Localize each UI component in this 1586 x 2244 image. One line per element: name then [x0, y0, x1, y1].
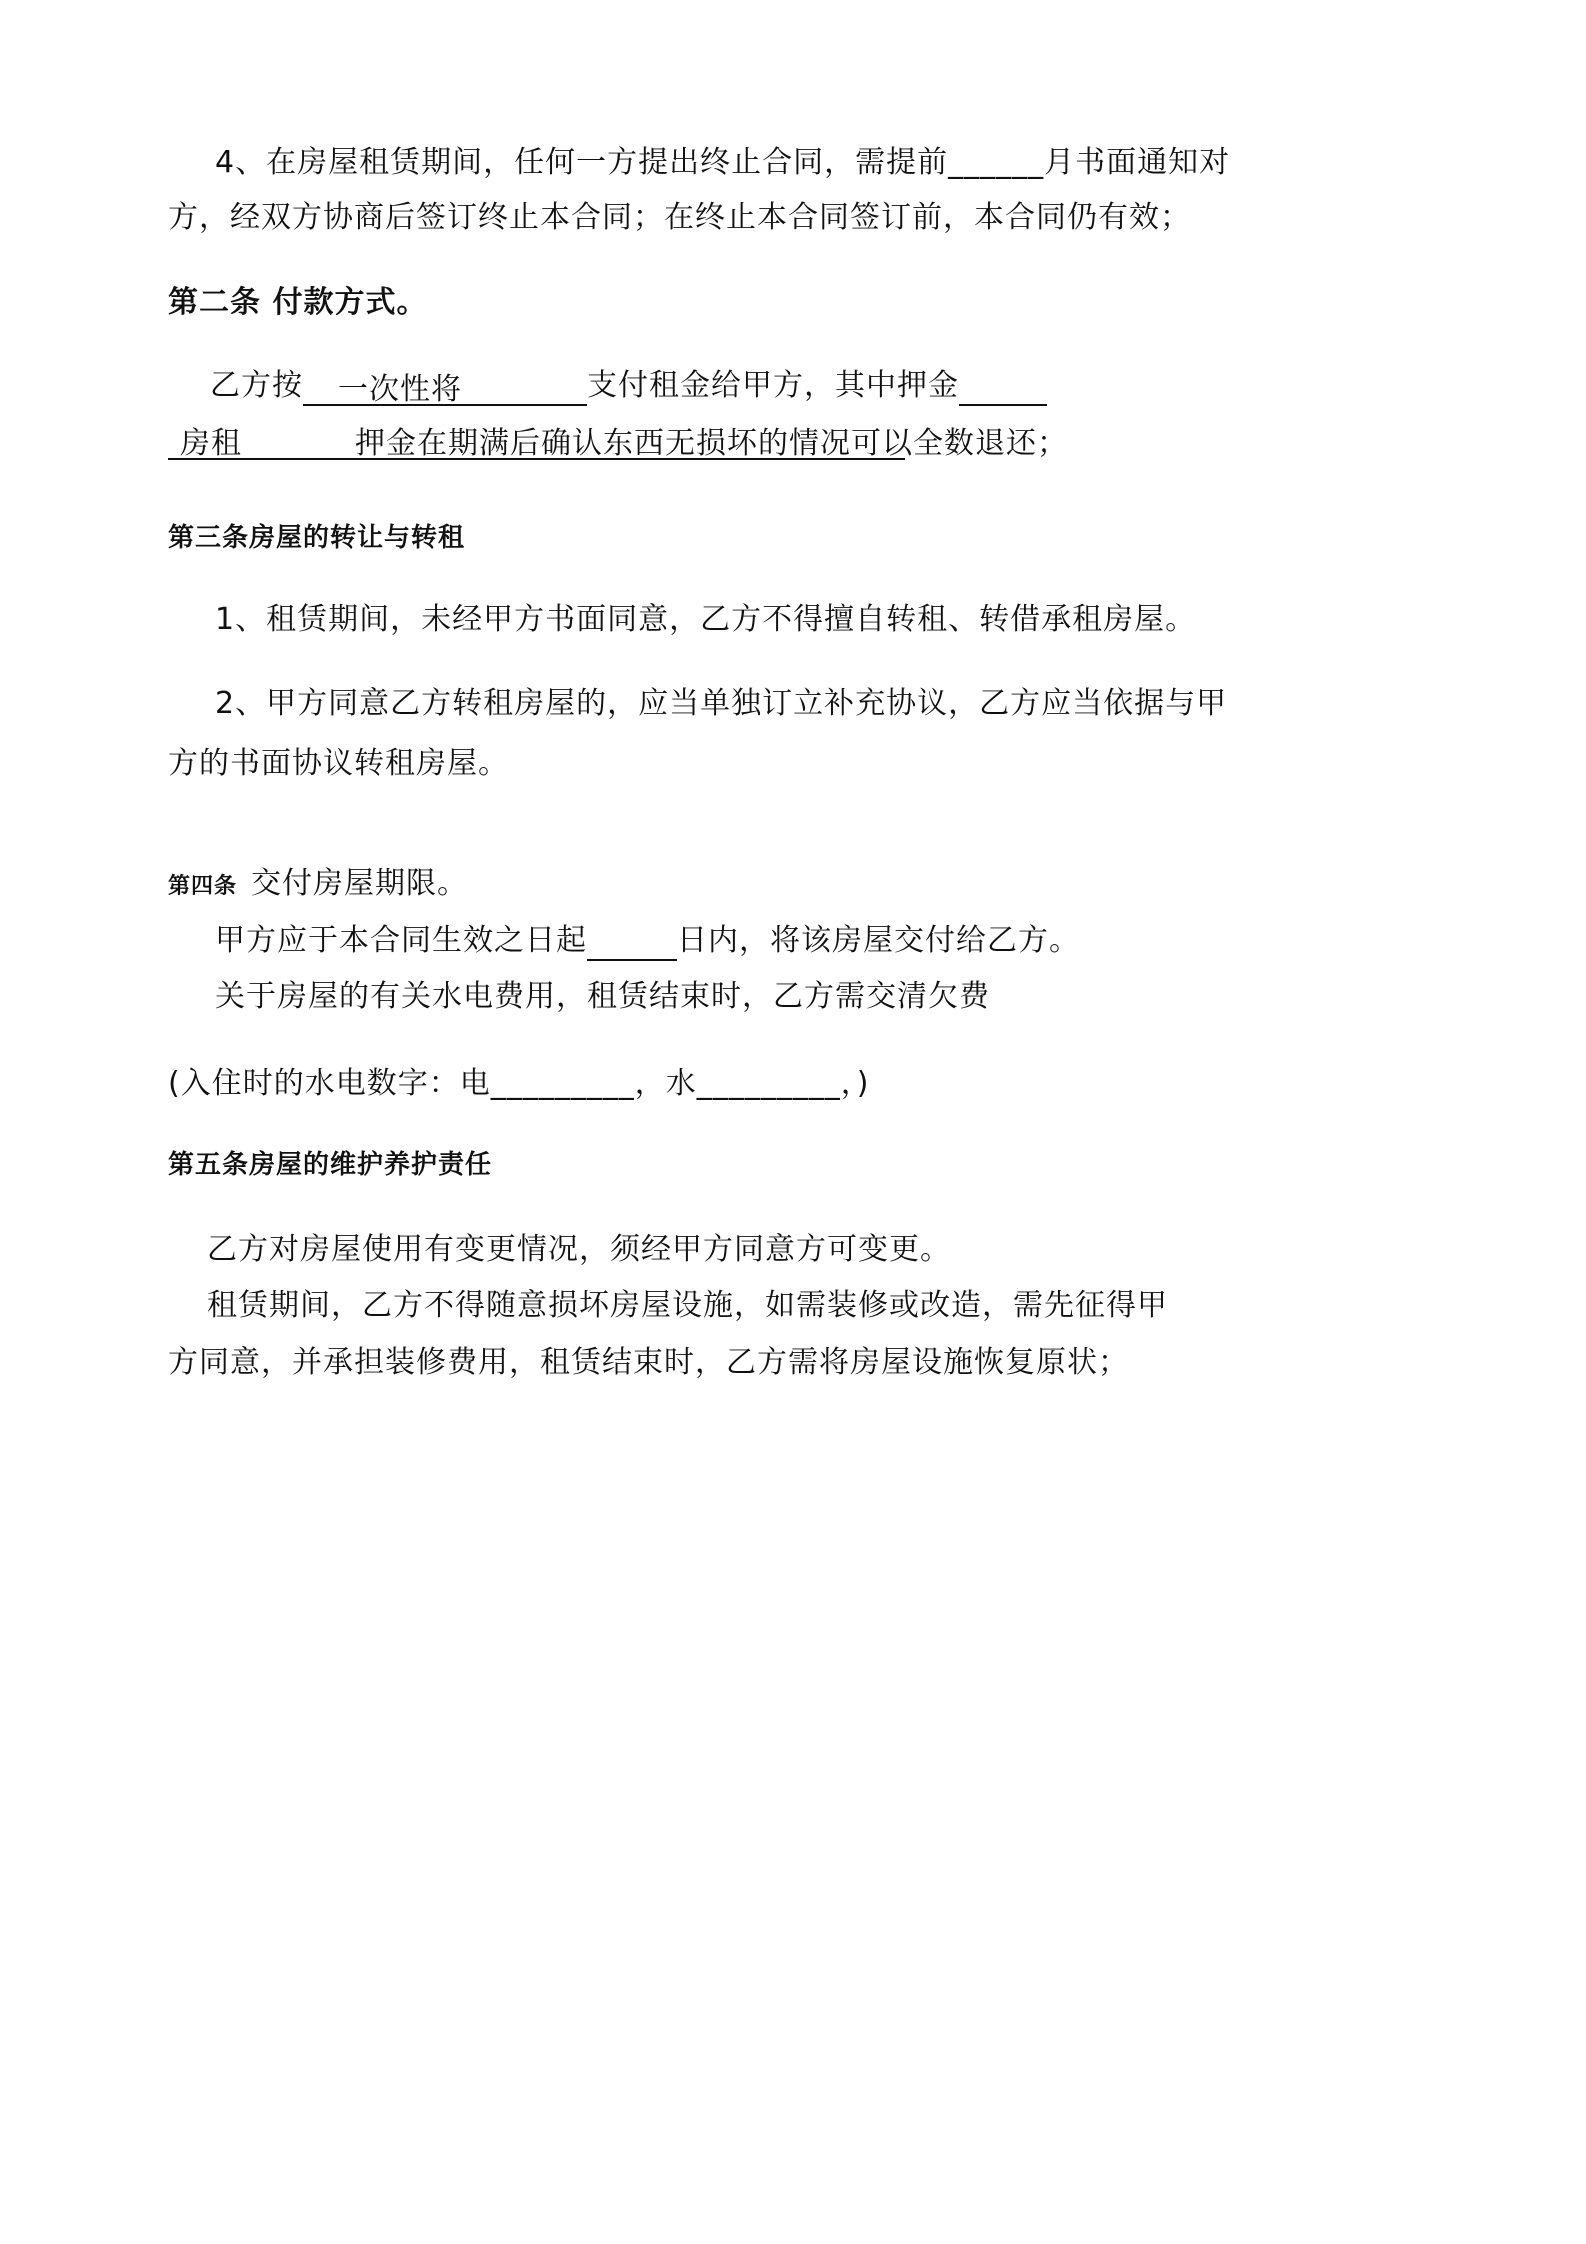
delivery-text-a: 甲方应于本合同生效之日起 [215, 923, 587, 958]
payment-method-blank [303, 370, 587, 406]
article-4-paragraph-3: (入住时的水电数字：电_________，水_________，) [168, 1066, 870, 1101]
delivery-text-b: 日内，将该房屋交付给乙方。 [677, 923, 1080, 958]
payment-text-a: 乙方按 [210, 368, 303, 403]
article-2-paragraph-line-2 [180, 424, 1068, 464]
article-4-paragraph-1 [215, 921, 1080, 961]
article-4-title: 交付房屋期限。 [251, 866, 469, 901]
article-5-heading: 第五条房屋的维护养护责任 [168, 1150, 493, 1180]
article-4-number: 第四条 [168, 874, 238, 899]
deposit-blank [959, 370, 1047, 406]
article-5-paragraph-2-line-2: 方同意，并承担装修费用，租赁结束时，乙方需将房屋设施恢复原状； [168, 1345, 1129, 1380]
article-4-heading [168, 864, 468, 907]
article-5-paragraph-1: 乙方对房屋使用有变更情况，须经甲方同意方可变更。 [207, 1232, 951, 1267]
article-3-item-2-line-1: 2、甲方同意乙方转租房屋的，应当单独订立补充协议，乙方应当依据与甲 [215, 686, 1228, 721]
article-5-paragraph-2-line-1: 租赁期间，乙方不得随意损坏房屋设施，如需装修或改造，需先征得甲 [207, 1288, 1168, 1323]
delivery-days-blank [587, 925, 677, 961]
payment-method-value: 一次性将 [338, 372, 462, 407]
article-3-heading: 第三条房屋的转让与转租 [168, 523, 466, 553]
article-3-item-1: 1、租赁期间，未经甲方书面同意，乙方不得擅自转租、转借承租房屋。 [215, 602, 1197, 637]
article-4-paragraph-2: 关于房屋的有关水电费用，租赁结束时，乙方需交清欠费 [215, 979, 990, 1014]
clause-4-line-2: 方，经双方协商后签订终止本合同；在终止本合同签订前，本合同仍有效； [168, 200, 1191, 235]
article-2-heading: 第二条 付款方式。 [168, 285, 428, 320]
deposit-refund-text: 押金在期满后确认东西无损坏的情况可以全数退还； [355, 426, 1068, 461]
article-2-paragraph-line-1 [210, 366, 1047, 406]
clause-4-line-1: 4、在房屋租赁期间，任何一方提出终止合同，需提前______月书面通知对 [215, 145, 1231, 180]
article-3-item-2-line-2: 方的书面协议转租房屋。 [168, 746, 509, 781]
payment-text-b: 支付租金给甲方，其中押金 [587, 368, 959, 403]
deposit-value: 房租 [180, 426, 242, 461]
